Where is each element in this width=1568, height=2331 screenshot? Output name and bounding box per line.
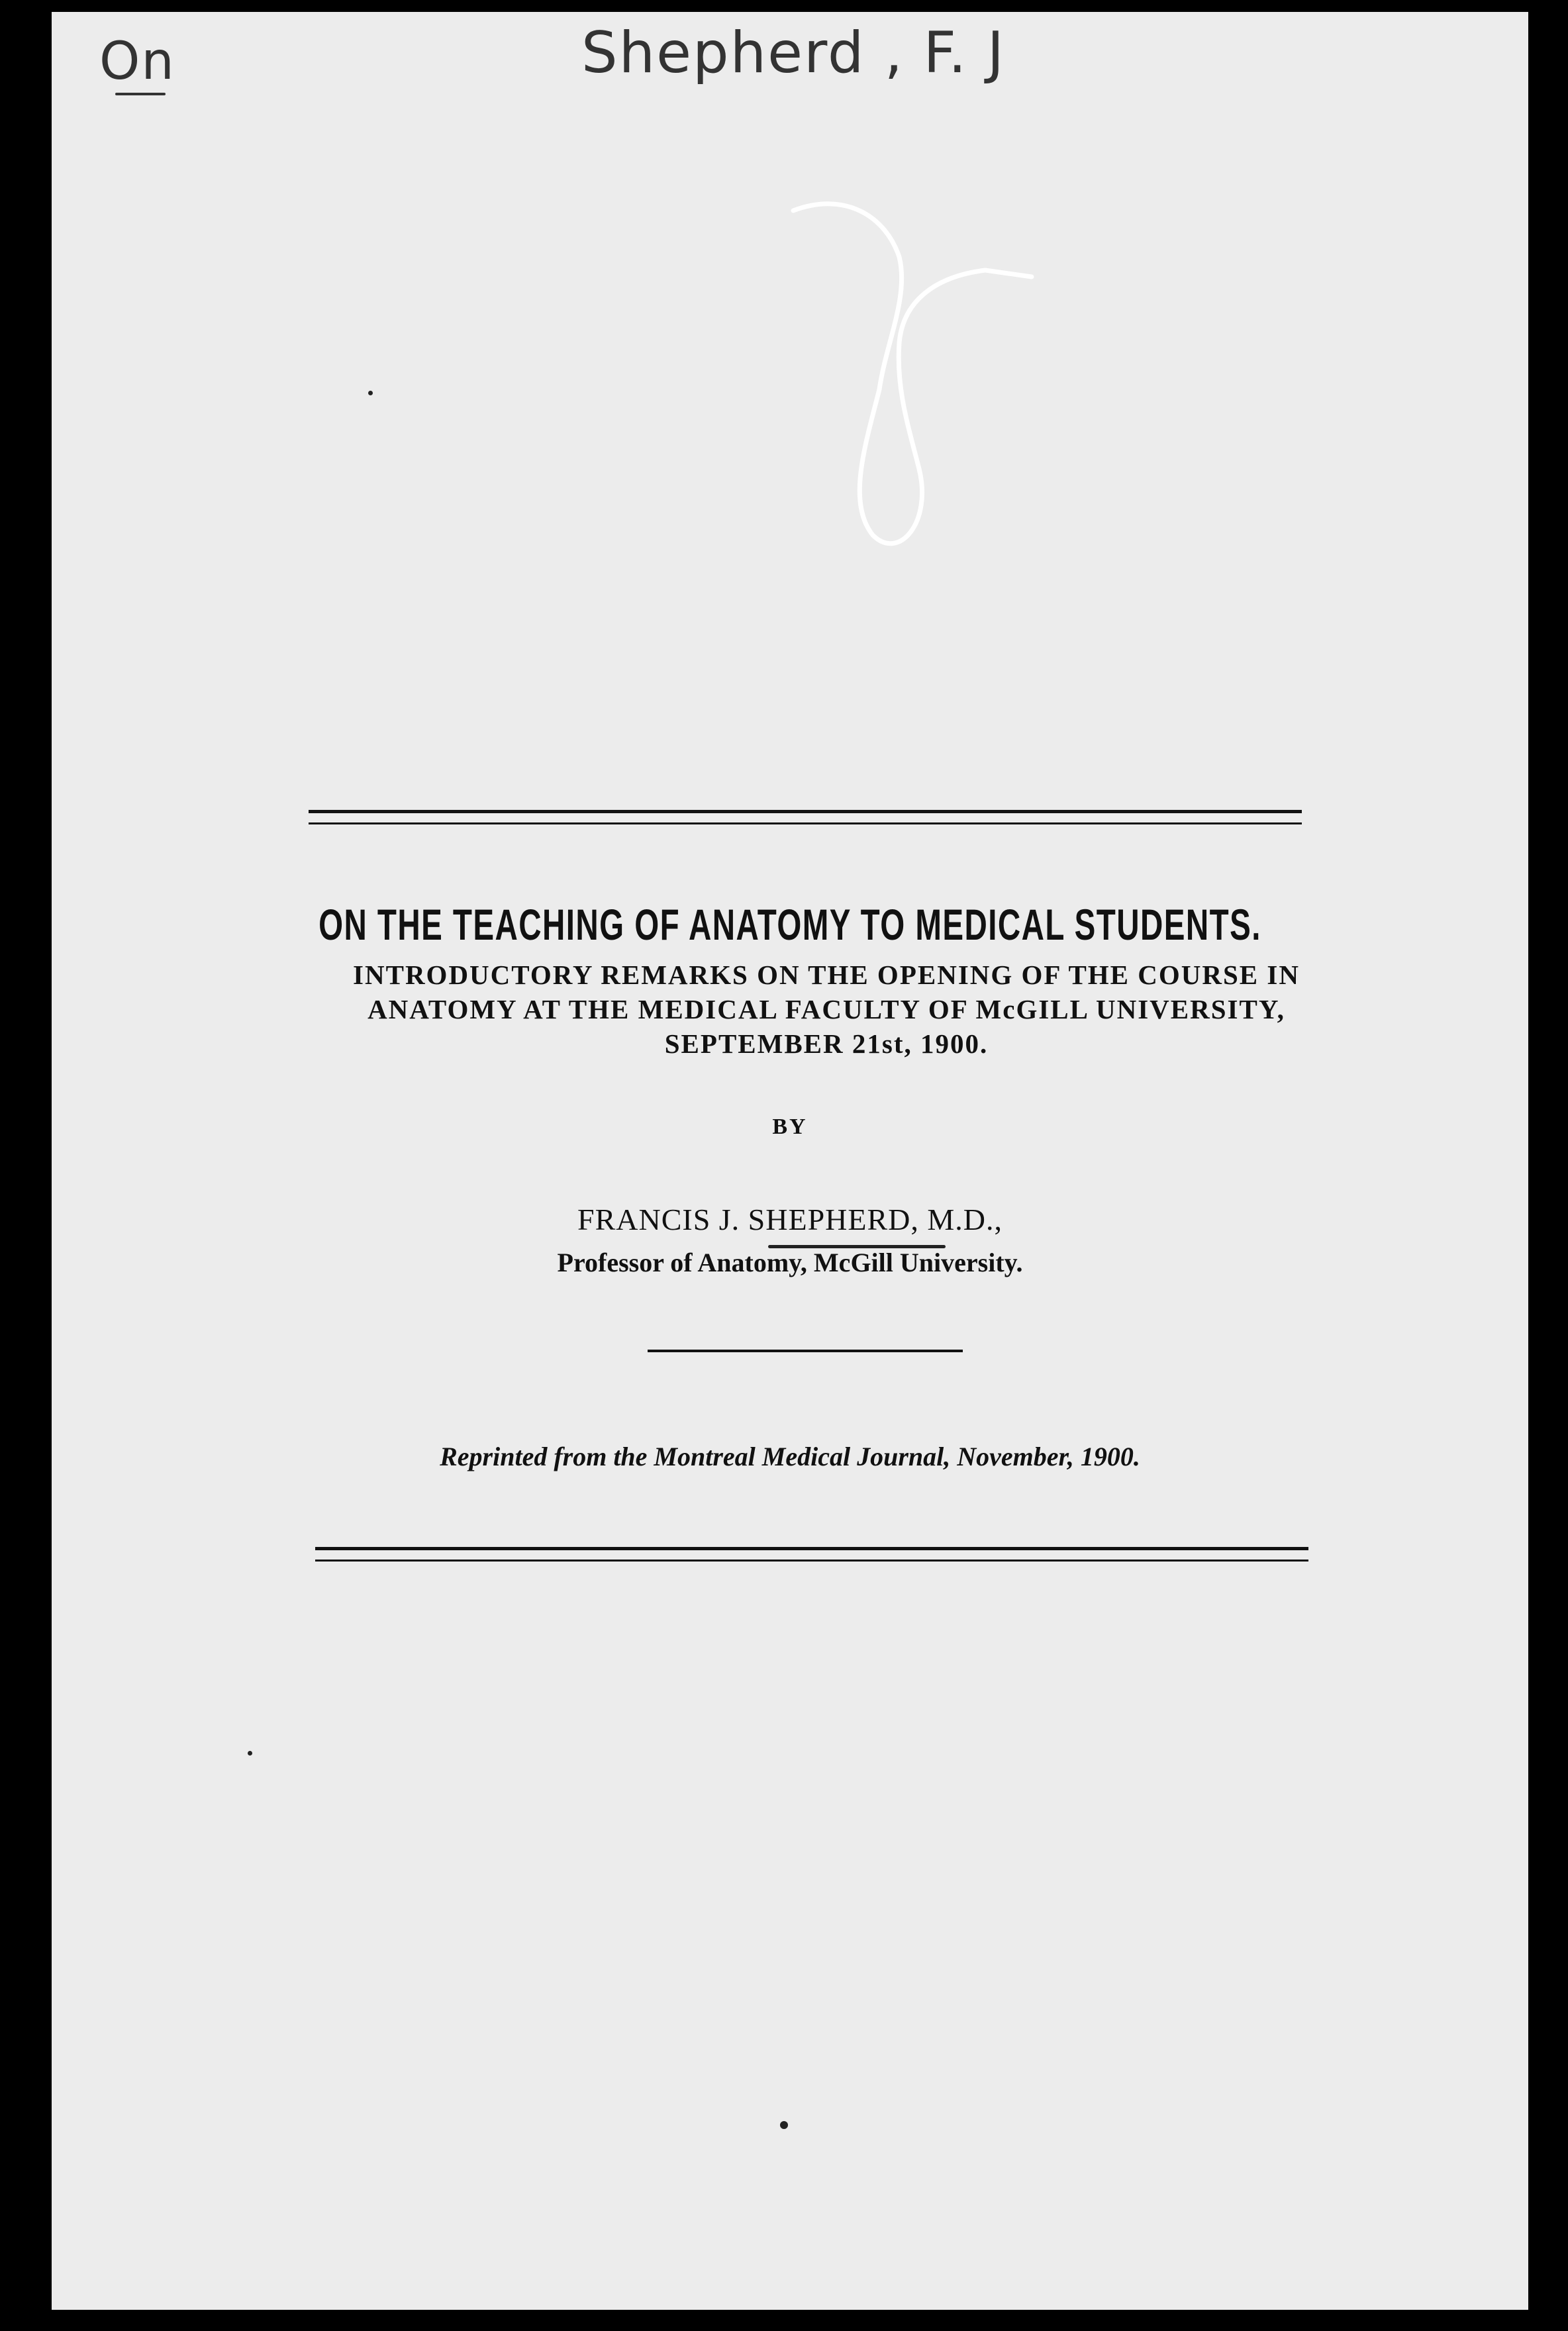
author-name: FRANCIS J. SHEPHERD, M.D., [577,1203,1003,1236]
document-page [52,12,1528,2310]
top-double-rule [309,810,1302,824]
speck [780,2121,788,2129]
by-label: BY [772,1115,808,1139]
speck [368,391,373,395]
handwritten-underline [115,93,166,95]
handwritten-note-top: Shepherd , F. J [581,20,1006,86]
handwritten-note-left: On [99,32,175,91]
author-role: Professor of Anatomy, McGill University. [557,1248,1023,1277]
bottom-double-rule [315,1547,1308,1562]
separator-rule [648,1350,963,1352]
reprint-note: Reprinted from the Montreal Medical Journal, November, 1900. [440,1442,1140,1471]
document-subtitle: INTRODUCTORY REMARKS ON THE OPENING OF THE COURSE IN ANATOMY AT THE MEDICAL FACULTY OF McGILL UNIVERSITY, SEPTEMBER 21st, 1900. [353,960,1300,1059]
speck [248,1751,252,1756]
thread-mark [767,191,1058,575]
document-title: ON THE TEACHING OF ANATOMY TO MEDICAL STUDENTS. [318,900,1261,949]
